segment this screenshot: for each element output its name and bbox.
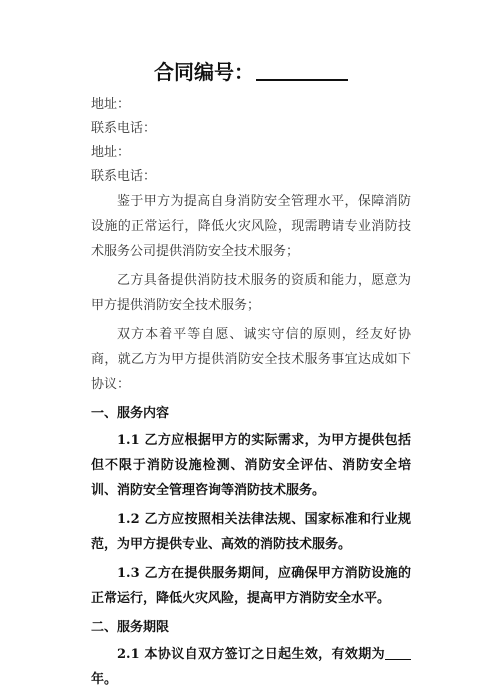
preamble-paragraph-2: 乙方具备提供消防技术服务的资质和能力，愿意为甲方提供消防安全技术服务； — [91, 273, 411, 313]
contract-number-blank — [256, 59, 348, 81]
clause-1-1: 1.1 乙方应根据甲方的实际需求，为甲方提供包括但不限于消防设施检测、消防安全评估、消防安全培训、消防安全管理咨询等消防技术服务。 — [91, 433, 411, 498]
contract-number-title — [0, 58, 502, 86]
clause-2-1-suffix: 年。 — [91, 672, 118, 687]
term-years-blank — [385, 645, 411, 660]
clause-1-3: 1.3 乙方在提供服务期间，应确保甲方消防设施的正常运行，降低火灾风险，提高甲方消防安全水平。 — [91, 566, 411, 606]
preamble-paragraph-3: 双方本着平等自愿、诚实守信的原则，经友好协商，就乙方为甲方提供消防安全技术服务事宜达成如下协议： — [91, 327, 411, 392]
party-b-address-label: 地址： — [91, 145, 131, 160]
party-a-phone-label: 联系电话： — [91, 121, 157, 136]
section-2-heading: 二、服务期限 — [91, 620, 170, 635]
document-body — [91, 94, 411, 696]
party-b-phone-label: 联系电话： — [91, 169, 157, 184]
clause-2-1-prefix: 2.1 本协议自双方签订之日起生效，有效期为 — [117, 647, 385, 662]
contract-number-label: 合同编号： — [154, 60, 254, 84]
clause-2-1 — [91, 642, 411, 692]
section-1-heading: 一、服务内容 — [91, 406, 170, 421]
preamble-paragraph-1: 鉴于甲方为提高自身消防安全管理水平，保障消防设施的正常运行，降低火灾风险，现需聘请专业消防技术服务公司提供消防安全技术服务； — [91, 194, 411, 259]
clause-1-2: 1.2 乙方应按照相关法律法规、国家标准和行业规范，为甲方提供专业、高效的消防技术服务。 — [91, 512, 411, 552]
party-a-address-label: 地址： — [91, 97, 131, 112]
